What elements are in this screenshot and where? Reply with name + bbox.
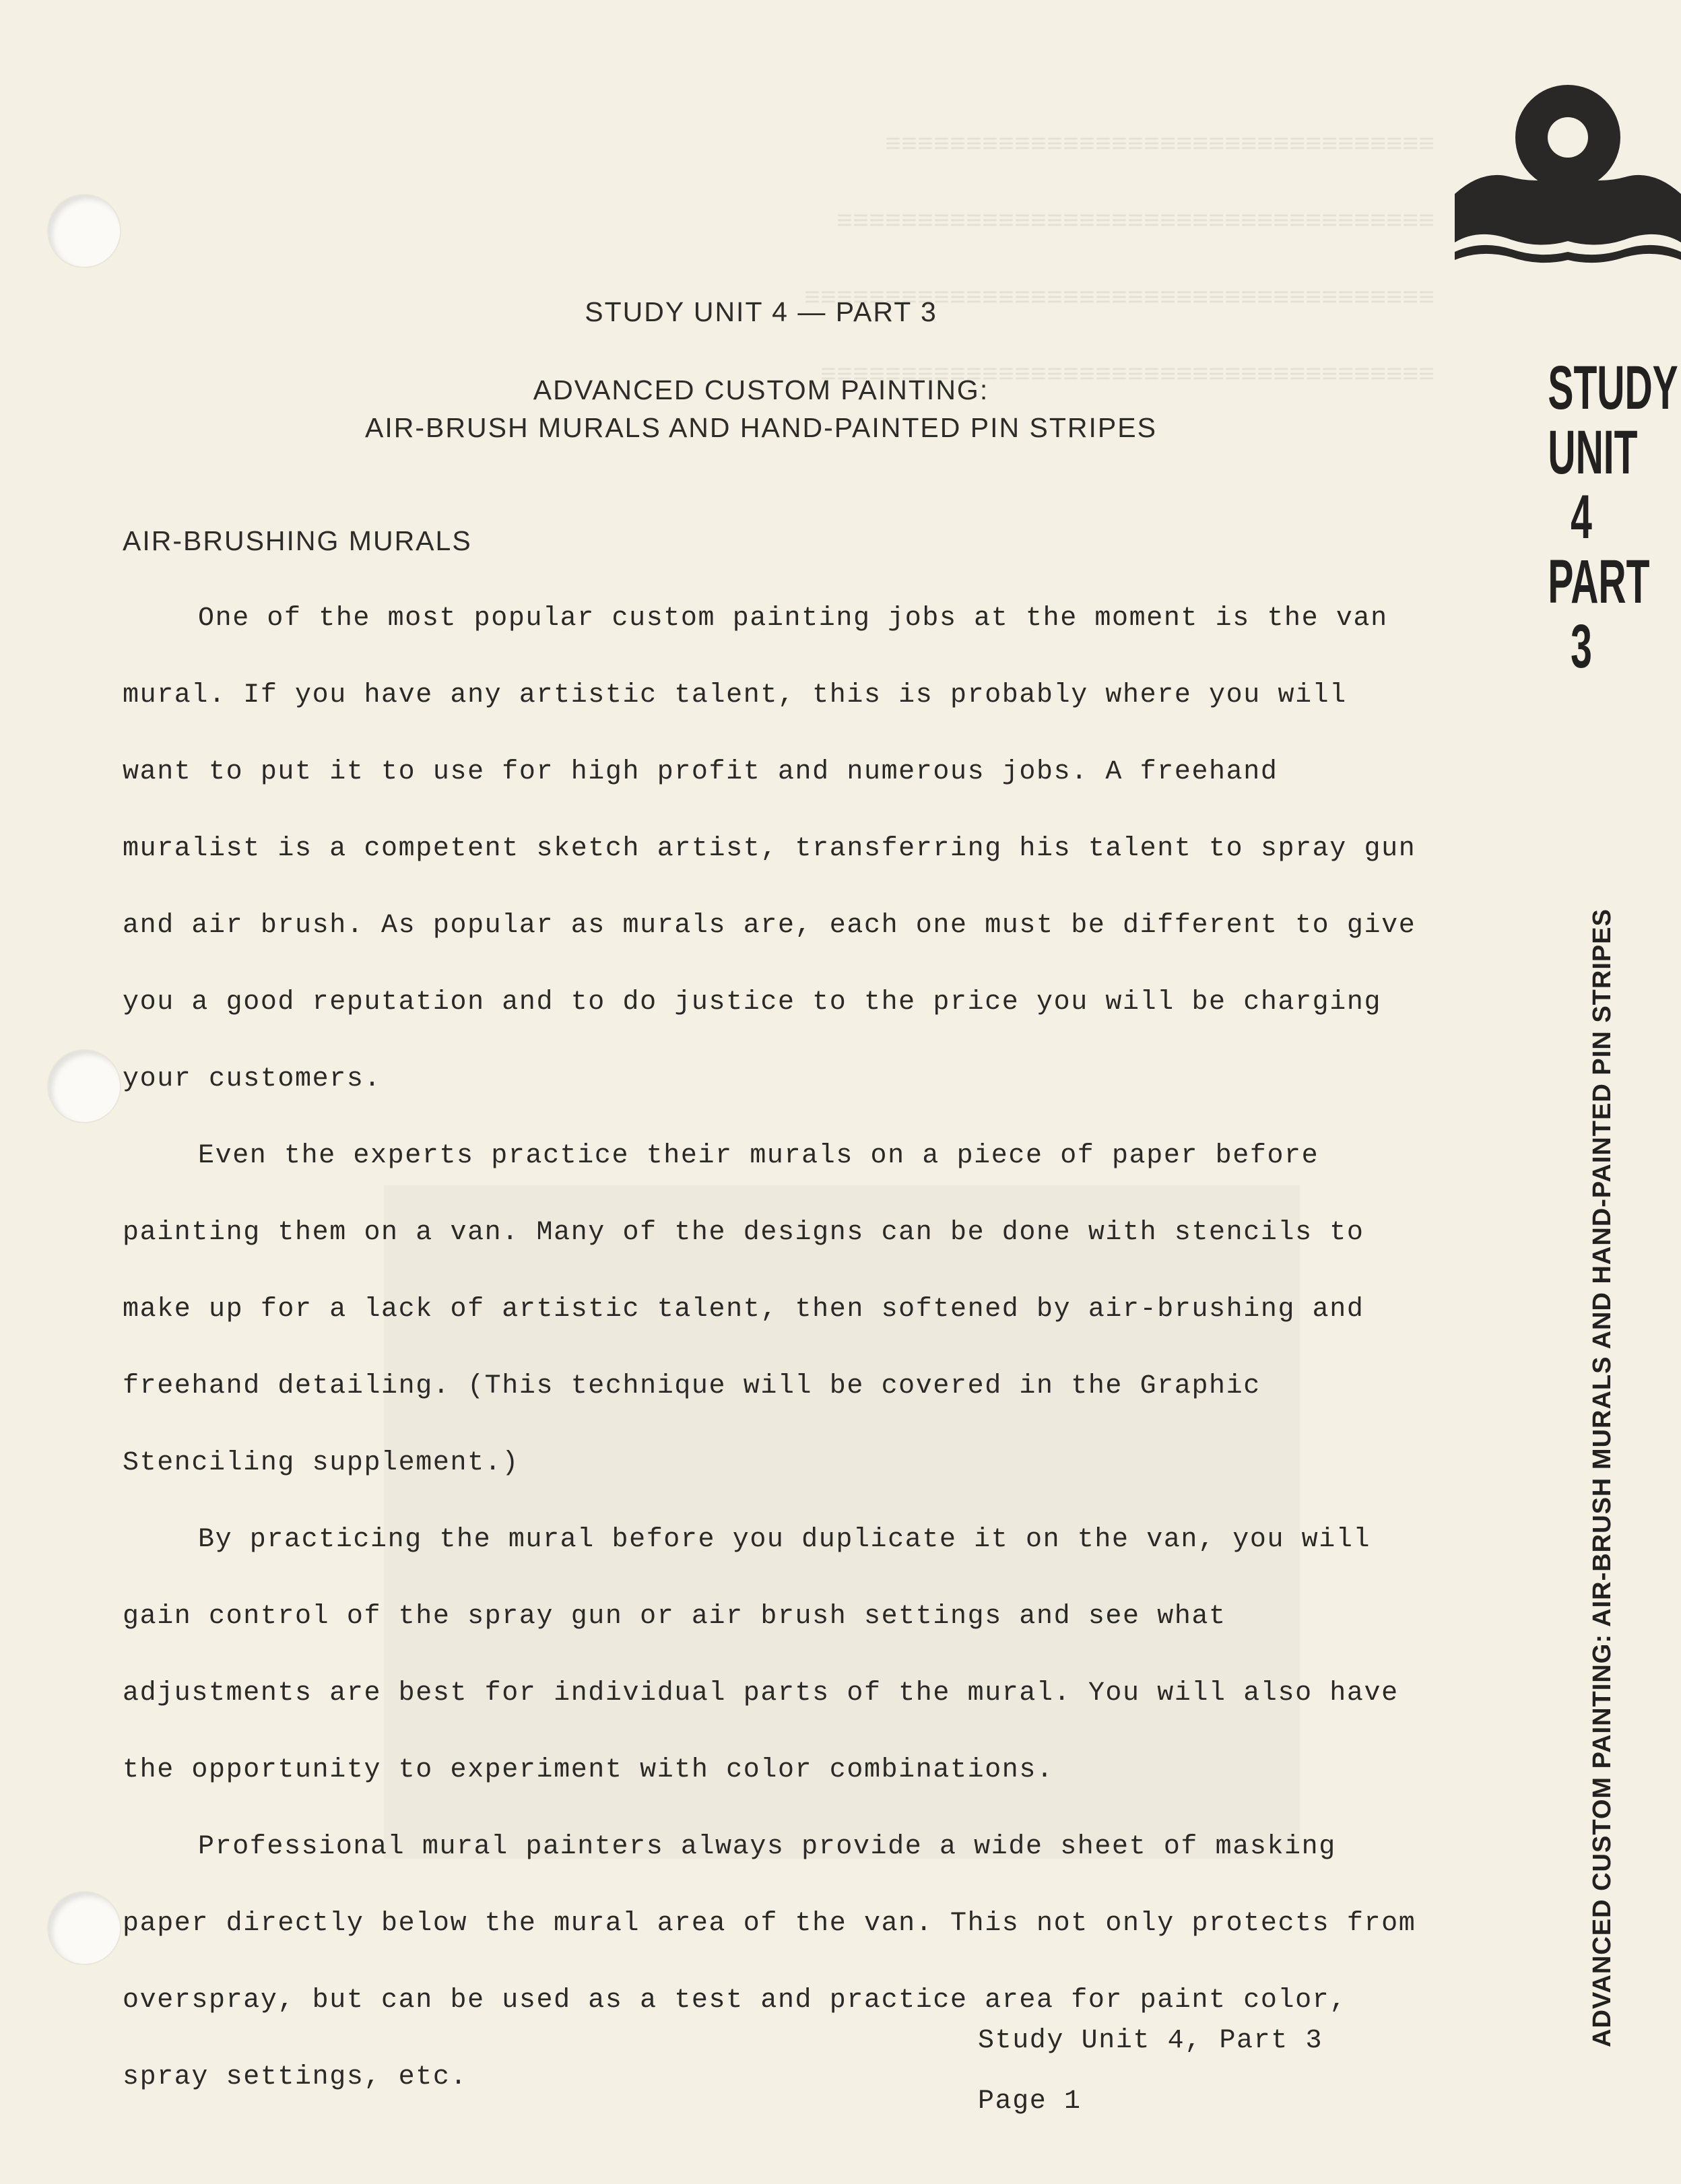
- page-title-line-1: ADVANCED CUSTOM PAINTING:: [533, 374, 989, 405]
- bleed-through-texture: ≡≡≡≡≡≡≡≡≡≡≡≡≡≡≡≡≡≡≡≡≡≡≡≡≡≡≡≡≡≡≡≡≡≡ ≡≡≡≡≡≡≡≡≡≡≡≡≡≡≡≡≡≡≡≡≡≡≡≡≡≡≡≡≡≡≡≡≡≡≡≡≡ ≡≡≡≡≡≡≡≡≡≡≡≡≡≡≡≡≡≡≡≡≡≡≡≡≡≡≡≡≡≡≡≡≡≡≡≡≡≡≡ ≡≡≡≡≡≡≡≡≡≡≡≡≡≡≡≡≡≡≡≡≡≡≡≡≡≡≡≡≡≡≡≡≡≡≡≡≡≡: [803, 131, 1435, 391]
- binder-hole-middle: [48, 1051, 120, 1122]
- footer-unit: Study Unit 4, Part 3: [978, 2026, 1323, 2056]
- paragraph: Professional mural painters always provide a wide sheet of masking paper directly below the mural area of the van. This not only protects from overspray, but can be used as a test and practice area for paint color, spray settings, etc.: [123, 1832, 1416, 2092]
- sidebar-unit: UNIT: [1548, 418, 1638, 487]
- sidebar-unit-block: [1548, 354, 1678, 681]
- keyhole-logo-icon: [1455, 75, 1681, 302]
- footer-page-number: Page 1: [978, 2086, 1082, 2117]
- paragraph: One of the most popular custom painting jobs at the moment is the van mural. If you have any artistic talent, this is probably where you will want to put it to use for high profit and numerous jobs. A freehand muralist is a competent sketch artist, transferring his talent to spray gun and air brush. As popular as murals are, each one must be different to give you a good reputation and to do justice to the price you will be charging your customers.: [123, 603, 1416, 1094]
- sidebar-study: STUDY: [1548, 354, 1678, 422]
- section-title: AIR-BRUSHING MURALS: [123, 525, 472, 556]
- body-text: [123, 581, 1422, 2116]
- binder-hole-bottom: [48, 1892, 120, 1964]
- sidebar-part-number: 3: [1571, 612, 1592, 681]
- paragraph: By practicing the mural before you duplicate it on the van, you will gain control of the spray gun or air brush settings and see what adjustments are best for individual parts of the mural. You will also have the opportunity to experiment with color combinations.: [123, 1525, 1399, 1785]
- unit-heading: STUDY UNIT 4 — PART 3: [585, 296, 937, 327]
- sidebar-vertical-title: ADVANCED CUSTOM PAINTING: AIR-BRUSH MURALS AND HAND-PAINTED PIN STRIPES: [1588, 908, 1616, 2047]
- binder-hole-top: [48, 195, 120, 267]
- sidebar-part: PART: [1548, 548, 1650, 616]
- sidebar-unit-number: 4: [1571, 483, 1592, 552]
- paragraph: Even the experts practice their murals on a piece of paper before painting them on a van. Many of the designs can be done with stencils to make up for a lack of artistic talent, then softened by air-brushing and freehand detailing. (This technique will be covered in the Graphic Stenciling supplement.): [123, 1141, 1364, 1478]
- page-title-line-2: AIR-BRUSH MURALS AND HAND-PAINTED PIN STRIPES: [365, 412, 1157, 443]
